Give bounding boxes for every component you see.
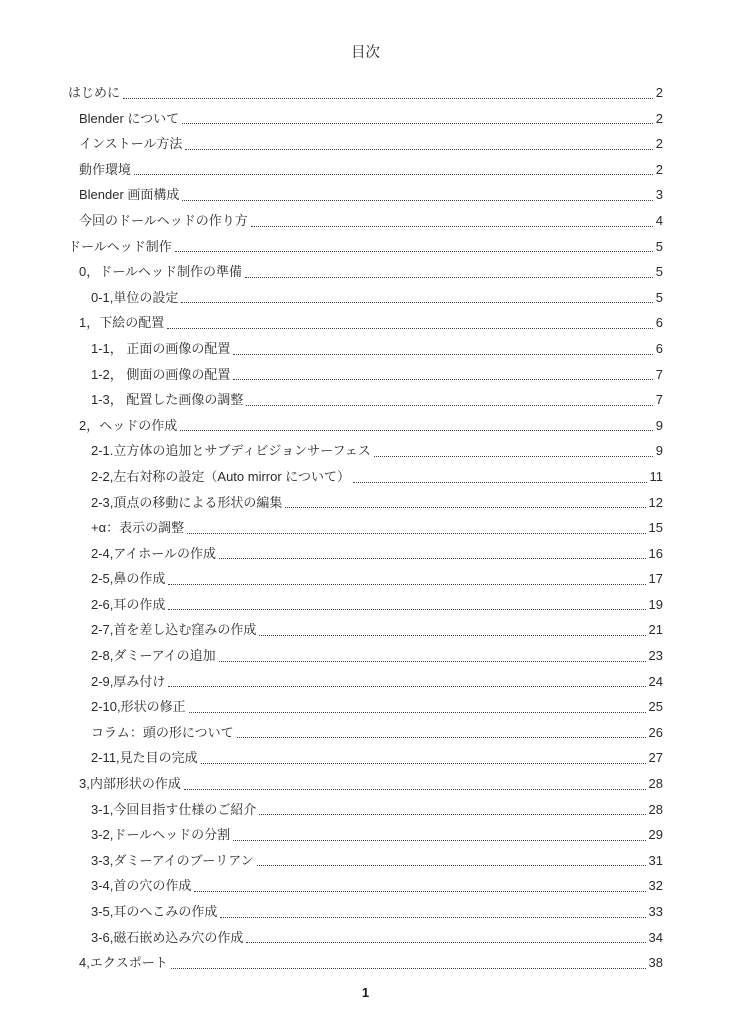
toc-entry-label: 2-11,見た目の完成 <box>91 750 198 766</box>
toc-entry-label: 0-1,単位の設定 <box>91 289 179 305</box>
toc-leader-dots <box>120 80 656 106</box>
toc-entry-label: 1-1， 正面の画像の配置 <box>91 340 231 356</box>
toc-entry-page: 7 <box>655 392 663 408</box>
toc-leader-dots <box>181 771 649 797</box>
toc-leader-dots <box>165 566 648 592</box>
toc-entry[interactable] <box>68 797 663 823</box>
toc-entry-page: 29 <box>648 827 663 843</box>
toc-entry-page: 17 <box>648 571 663 587</box>
toc-leader-dots <box>254 848 649 874</box>
toc-entry-label: はじめに <box>68 85 121 100</box>
toc-entry[interactable] <box>68 771 663 797</box>
toc-leader-dots <box>178 285 655 311</box>
toc-entry-label: 2-5,鼻の作成 <box>91 571 166 587</box>
toc-entry-page: 23 <box>648 648 663 664</box>
toc-entry[interactable] <box>68 438 663 464</box>
toc-entry-page: 3 <box>655 187 663 203</box>
toc-entry-page: 7 <box>655 366 663 382</box>
toc-entry-page: 26 <box>648 724 663 740</box>
toc-entry-label: +α：表示の調整 <box>91 520 185 536</box>
toc-leader-dots <box>242 259 656 285</box>
toc-leader-dots <box>172 234 656 260</box>
toc-leader-dots <box>230 362 655 388</box>
toc-entry[interactable] <box>68 413 663 439</box>
toc-entry-label: 3-6,磁石嵌め込み穴の作成 <box>91 929 244 945</box>
toc-entry[interactable] <box>68 310 663 336</box>
toc-entry[interactable] <box>68 157 663 183</box>
toc-entry-page: 25 <box>648 699 663 715</box>
toc-entry[interactable] <box>68 592 663 618</box>
toc-entry-page: 33 <box>648 904 663 919</box>
toc-leader-dots <box>177 413 656 439</box>
toc-entry[interactable] <box>68 541 663 567</box>
toc-entry[interactable] <box>68 822 663 848</box>
toc-entry-page: 24 <box>648 673 663 689</box>
toc-leader-dots <box>243 925 648 951</box>
toc-entry-label: 3-2,ドールヘッドの分割 <box>91 827 231 843</box>
toc-entry[interactable] <box>68 182 663 208</box>
toc-entry-page: 28 <box>648 776 663 792</box>
toc-leader-dots <box>371 438 656 464</box>
toc-entry-page: 2 <box>655 110 663 126</box>
toc-entry-label: 1-3， 配置した画像の調整 <box>91 392 244 408</box>
toc-entry[interactable] <box>68 336 663 362</box>
toc-entry[interactable] <box>68 106 663 132</box>
toc-leader-dots <box>248 208 656 234</box>
toc-leader-dots <box>217 899 648 925</box>
document-page <box>68 0 663 1024</box>
toc-list <box>68 80 663 976</box>
toc-entry-label: Blender 画面構成 <box>79 187 180 203</box>
toc-entry-page: 16 <box>648 545 663 561</box>
toc-entry[interactable] <box>68 643 663 669</box>
toc-entry-page: 6 <box>655 315 663 331</box>
toc-entry[interactable] <box>68 259 663 285</box>
toc-entry-page: 11 <box>649 468 663 484</box>
toc-entry[interactable] <box>68 669 663 695</box>
toc-entry-label: コラム：頭の形について <box>91 724 234 740</box>
toc-entry-label: 2，ヘッドの作成 <box>79 417 178 433</box>
toc-leader-dots <box>282 490 648 516</box>
page-title: 目次 <box>351 45 380 61</box>
toc-leader-dots <box>216 541 649 567</box>
toc-entry[interactable] <box>68 208 663 234</box>
toc-entry-label: 今回のドールヘッドの作り方 <box>79 212 248 228</box>
toc-entry[interactable] <box>68 515 663 541</box>
toc-entry-label: 2-1.立方体の追加とサブディビジョンサーフェス <box>91 443 371 459</box>
toc-entry[interactable] <box>68 464 663 490</box>
toc-leader-dots <box>168 950 649 976</box>
toc-entry[interactable] <box>68 490 663 516</box>
toc-entry-page: 5 <box>655 238 663 254</box>
toc-entry-page: 38 <box>648 955 663 971</box>
toc-entry-label: 3-5,耳のへこみの作成 <box>91 904 218 919</box>
toc-entry-page: 2 <box>655 136 663 152</box>
toc-entry[interactable] <box>68 387 663 413</box>
toc-entry[interactable] <box>68 899 663 925</box>
toc-leader-dots <box>350 464 649 490</box>
toc-entry-label: 1，下絵の配置 <box>79 315 165 331</box>
toc-entry[interactable] <box>68 848 663 874</box>
toc-entry[interactable] <box>68 617 663 643</box>
toc-entry-page: 19 <box>648 596 663 612</box>
toc-leader-dots <box>164 310 656 336</box>
toc-entry-page: 32 <box>648 878 663 894</box>
toc-entry-page: 27 <box>648 750 663 766</box>
footer-page-number: 1 <box>361 985 370 1000</box>
toc-leader-dots <box>165 592 648 618</box>
toc-entry-label: インストール方法 <box>79 136 183 152</box>
toc-entry-label: ドールヘッド制作 <box>68 238 172 254</box>
toc-entry-label: 3-3,ダミーアイのブーリアン <box>91 852 254 868</box>
toc-leader-dots <box>198 745 649 771</box>
toc-entry-page: 15 <box>648 520 663 536</box>
toc-leader-dots <box>230 822 648 848</box>
toc-entry-page: 4 <box>655 212 663 228</box>
toc-entry-label: 動作環境 <box>79 161 132 177</box>
toc-entry-label: Blender について <box>79 110 180 126</box>
toc-leader-dots <box>165 669 648 695</box>
toc-entry-label: 3-4,首の穴の作成 <box>91 878 192 894</box>
toc-entry-label: 2-2,左右対称の設定（Auto mirror について） <box>91 468 351 484</box>
toc-entry-page: 6 <box>655 340 663 356</box>
toc-leader-dots <box>184 515 648 541</box>
toc-entry-page: 2 <box>655 161 663 177</box>
toc-leader-dots <box>131 157 656 183</box>
toc-entry-page: 5 <box>655 264 663 280</box>
toc-entry-page: 28 <box>648 801 663 817</box>
toc-entry-label: 1-2， 側面の画像の配置 <box>91 366 231 382</box>
toc-leader-dots <box>234 720 649 746</box>
toc-leader-dots <box>182 131 655 157</box>
toc-entry-label: 3-1,今回目指す仕様のご紹介 <box>91 801 257 817</box>
toc-entry-label: 4,エクスポート <box>79 955 168 971</box>
toc-entry[interactable] <box>68 80 663 106</box>
toc-leader-dots <box>230 336 655 362</box>
toc-entry[interactable] <box>68 566 663 592</box>
toc-entry-label: 0，ドールヘッド制作の準備 <box>79 264 242 280</box>
toc-leader-dots <box>256 617 648 643</box>
toc-leader-dots <box>256 797 648 823</box>
toc-entry-label: 2-9,厚み付け <box>91 673 166 689</box>
toc-entry[interactable] <box>68 873 663 899</box>
toc-leader-dots <box>179 182 655 208</box>
toc-entry-label: 2-3,頂点の移動による形状の編集 <box>91 494 283 510</box>
toc-entry[interactable] <box>68 131 663 157</box>
toc-leader-dots <box>179 106 656 132</box>
toc-entry-label: 2-8,ダミーアイの追加 <box>91 648 216 664</box>
toc-entry[interactable] <box>68 234 663 260</box>
toc-entry[interactable] <box>68 720 663 746</box>
toc-entry-label: 2-4,アイホールの作成 <box>91 545 216 561</box>
toc-leader-dots <box>243 387 655 413</box>
toc-leader-dots <box>186 694 649 720</box>
toc-leader-dots <box>191 873 648 899</box>
toc-entry[interactable] <box>68 745 663 771</box>
toc-entry-page: 31 <box>648 852 663 868</box>
toc-entry[interactable] <box>68 362 663 388</box>
toc-entry-label: 2-10,形状の修正 <box>91 699 186 715</box>
toc-leader-dots <box>216 643 649 669</box>
toc-entry-page: 2 <box>655 85 663 100</box>
toc-entry-label: 3,内部形状の作成 <box>79 776 181 792</box>
toc-entry-page: 21 <box>648 622 663 638</box>
toc-entry-label: 2-6,耳の作成 <box>91 596 166 612</box>
toc-entry-page: 12 <box>648 494 663 510</box>
toc-entry[interactable] <box>68 950 663 976</box>
toc-entry-page: 34 <box>648 929 663 945</box>
toc-entry[interactable] <box>68 285 663 311</box>
toc-entry[interactable] <box>68 694 663 720</box>
toc-entry[interactable] <box>68 925 663 951</box>
toc-entry-page: 5 <box>655 289 663 305</box>
toc-entry-page: 9 <box>655 443 663 459</box>
toc-entry-label: 2-7,首を差し込む窪みの作成 <box>91 622 257 638</box>
toc-entry-page: 9 <box>655 417 663 433</box>
